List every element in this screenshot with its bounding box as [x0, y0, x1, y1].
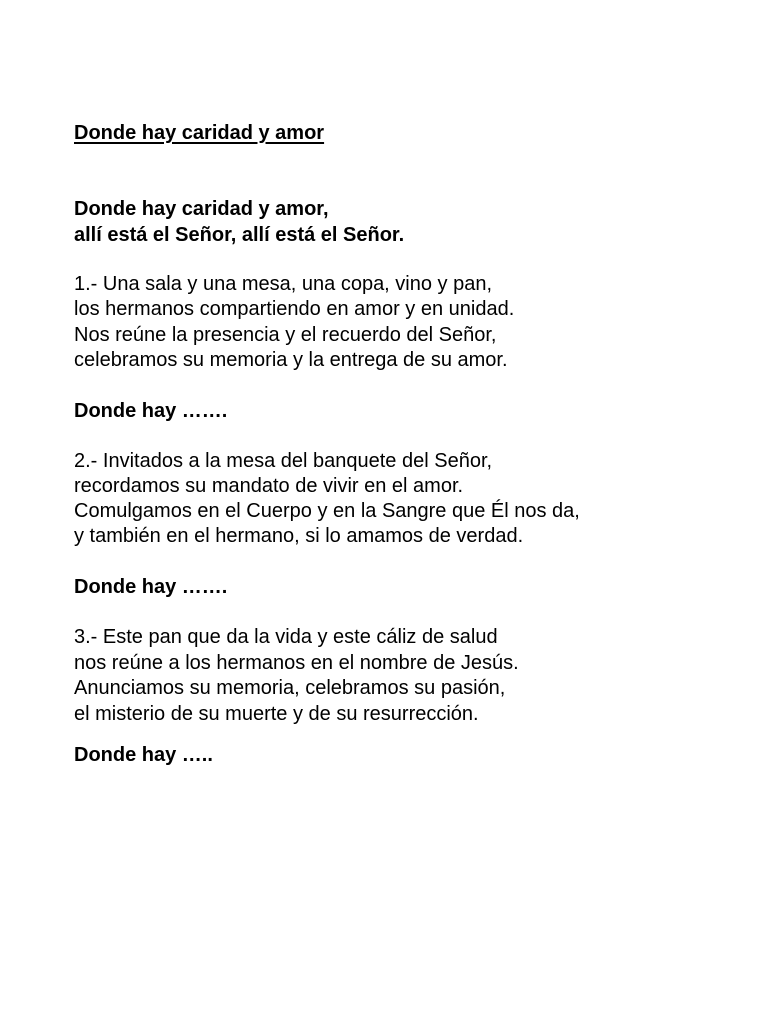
verse-line: 2.- Invitados a la mesa del banquete del Señor, — [74, 450, 493, 472]
verse-line: recordamos su mandato de vivir en el amor. — [74, 475, 464, 497]
verse-line: 1.- Una sala y una mesa, una copa, vino y pan, — [74, 273, 493, 295]
page-title: Donde hay caridad y amor — [74, 122, 325, 144]
verse-line: nos reúne a los hermanos en el nombre de Jesús. — [74, 652, 519, 674]
verse-line: el misterio de su muerte y de su resurrección. — [74, 703, 479, 725]
refrain-line: Donde hay ……. — [74, 400, 228, 422]
chorus-line: Donde hay caridad y amor, — [74, 198, 329, 220]
verse-line: 3.- Este pan que da la vida y este cáliz de salud — [74, 626, 498, 648]
refrain-line: Donde hay ……. — [74, 576, 228, 598]
chorus-line: allí está el Señor, allí está el Señor. — [74, 224, 405, 246]
verse-line: y también en el hermano, si lo amamos de verdad. — [74, 525, 524, 547]
verse-line: los hermanos compartiendo en amor y en unidad. — [74, 298, 515, 320]
verse-line: Comulgamos en el Cuerpo y en la Sangre que Él nos da, — [74, 500, 580, 522]
verse-line: Anunciamos su memoria, celebramos su pasión, — [74, 677, 506, 699]
verse-line: celebramos su memoria y la entrega de su amor. — [74, 349, 508, 371]
refrain-line: Donde hay ….. — [74, 744, 213, 766]
verse-line: Nos reúne la presencia y el recuerdo del Señor, — [74, 324, 497, 346]
